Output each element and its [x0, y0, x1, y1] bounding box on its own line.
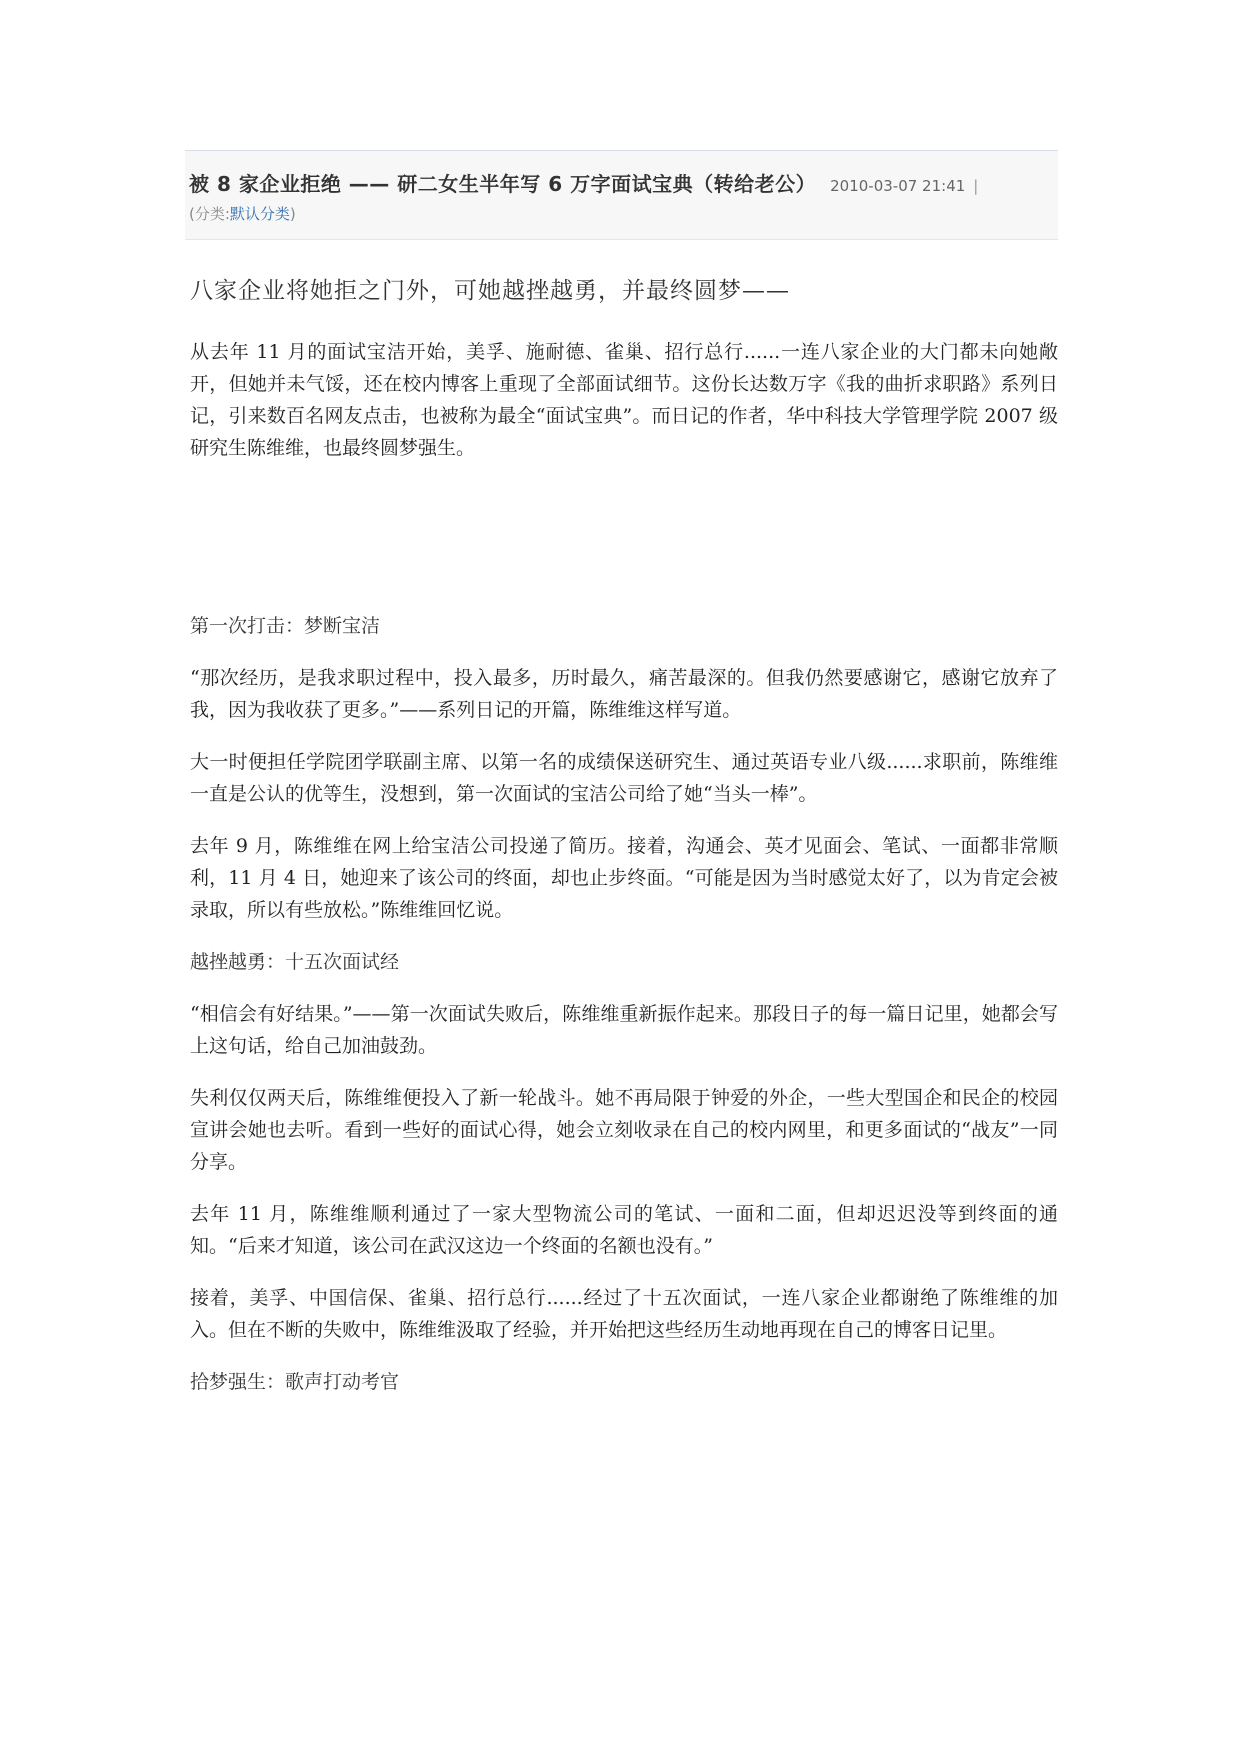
article-body	[190, 610, 1058, 1418]
category-link[interactable]: 默认分类	[229, 205, 290, 223]
lead-heading: 八家企业将她拒之门外，可她越挫越勇，并最终圆梦——	[190, 278, 790, 304]
paragraph: “相信会有好结果。”——第一次面试失败后，陈维维重新振作起来。那段日子的每一篇日记里，她都会写上这句话，给自己加油鼓劲。	[190, 1003, 1058, 1057]
section-heading-3: 拾梦强生：歌声打动考官	[190, 1371, 400, 1393]
post-title-line	[189, 168, 978, 197]
paragraph: 接着，美孚、中国信保、雀巢、招行总行......经过了十五次面试，一连八家企业都谢绝了陈维维的加入。但在不断的失败中，陈维维汲取了经验，并开始把这些经历生动地再现在自己的博客日记里。	[190, 1287, 1058, 1341]
paragraph: “那次经历，是我求职过程中，投入最多，历时最久，痛苦最深的。但我仍然要感谢它，感谢它放弃了我，因为我收获了更多。”——系列日记的开篇，陈维维这样写道。	[190, 667, 1058, 721]
post-category	[189, 203, 296, 224]
post-title[interactable]: 被 8 家企业拒绝 —— 研二女生半年写 6 万字面试宝典（转给老公）	[189, 172, 817, 196]
section-heading-2: 越挫越勇：十五次面试经	[190, 951, 400, 973]
title-separator: |	[973, 177, 979, 195]
intro-paragraph: 从去年 11 月的面试宝洁开始，美孚、施耐德、雀巢、招行总行......一连八家企业的大门都未向她敞开，但她并未气馁，还在校内博客上重现了全部面试细节。这份长达数万字《我的曲折求职路》系列日记，引来数百名网友点击，也被称为最全“面试宝典”。而日记的作者，华中科技大学管理学院 2007 级研究生陈维维，也最终圆梦强生。	[190, 341, 1058, 459]
post-date: 2010-03-07 21:41	[830, 177, 966, 195]
post-header	[185, 150, 1058, 240]
intro-block	[190, 336, 1058, 484]
paragraph: 去年 11 月，陈维维顺利通过了一家大型物流公司的笔试、一面和二面，但却迟迟没等到终面的通知。“后来才知道，该公司在武汉这边一个终面的名额也没有。”	[190, 1203, 1058, 1257]
category-suffix: )	[289, 205, 296, 223]
paragraph: 失利仅仅两天后，陈维维便投入了新一轮战斗。她不再局限于钟爱的外企，一些大型国企和民企的校园宣讲会她也去听。看到一些好的面试心得，她会立刻收录在自己的校内网里，和更多面试的“战友”一同分享。	[190, 1087, 1058, 1173]
section-heading-1: 第一次打击：梦断宝洁	[190, 615, 381, 637]
paragraph: 大一时便担任学院团学联副主席、以第一名的成绩保送研究生、通过英语专业八级......求职前，陈维维一直是公认的优等生，没想到，第一次面试的宝洁公司给了她“当头一棒”。	[190, 751, 1058, 805]
category-prefix: (分类:	[189, 205, 230, 223]
paragraph: 去年 9 月，陈维维在网上给宝洁公司投递了简历。接着，沟通会、英才见面会、笔试、一面都非常顺利，11 月 4 日，她迎来了该公司的终面，却也止步终面。“可能是因为当时感觉太好了，以为肯定会被录取，所以有些放松。”陈维维回忆说。	[190, 835, 1058, 921]
